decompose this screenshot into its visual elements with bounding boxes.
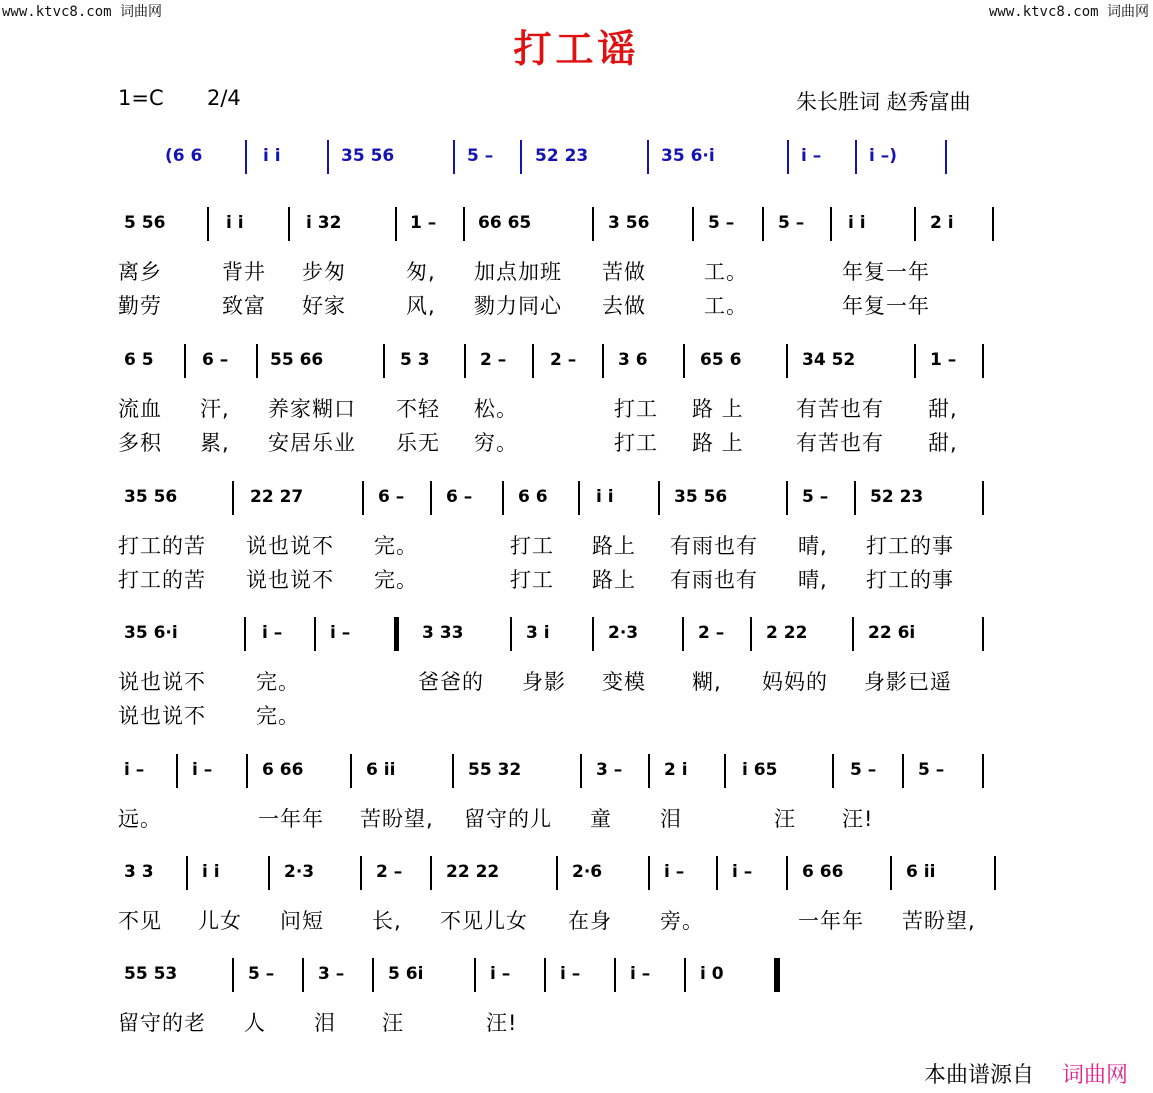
measure: 6 – <box>378 487 405 507</box>
lyric: 完。 <box>374 534 418 558</box>
measure: i 32 <box>306 213 342 233</box>
measure: 3 6 <box>618 350 648 370</box>
lyric-line <box>118 290 998 320</box>
barline <box>184 344 186 378</box>
lyric: 年复一年 <box>842 294 930 318</box>
lyric: 有雨也有 <box>670 534 758 558</box>
lyric: 汪 <box>774 807 796 831</box>
lyric: 汪! <box>486 1011 518 1035</box>
lyric: 汗, <box>200 397 230 421</box>
lyric: 路上 <box>592 568 636 592</box>
measure: i – <box>124 760 145 780</box>
barline <box>914 344 916 378</box>
lyric: 松。 <box>474 397 518 421</box>
measure: 6 66 <box>802 862 844 882</box>
barline <box>268 856 270 890</box>
lyric: 乐无 <box>396 431 440 455</box>
lyric: 打工 <box>510 568 554 592</box>
barline <box>556 856 558 890</box>
lyric: 打工的事 <box>866 534 954 558</box>
barline <box>647 140 649 174</box>
lyric: 路上 <box>592 534 636 558</box>
notation-system-6 <box>118 856 998 890</box>
lyric: 人 <box>244 1011 266 1035</box>
measure: i – <box>490 964 511 984</box>
barline <box>502 481 504 515</box>
barline <box>360 856 362 890</box>
lyric: 流血 <box>118 397 162 421</box>
barline <box>902 754 904 788</box>
lyric: 说也说不 <box>118 704 206 728</box>
barline <box>244 617 246 651</box>
measure: 34 52 <box>802 350 856 370</box>
measure: i – <box>664 862 685 882</box>
barline <box>532 344 534 378</box>
notation-system-2 <box>118 344 998 378</box>
barline <box>314 617 316 651</box>
measure: 5 – <box>708 213 735 233</box>
barline <box>658 481 660 515</box>
lyric: 一年年 <box>258 807 324 831</box>
measure: i 0 <box>700 964 724 984</box>
measure: i – <box>732 862 753 882</box>
measure: 2 i <box>930 213 954 233</box>
lyric: 工。 <box>704 260 748 284</box>
barline <box>762 207 764 241</box>
barline <box>692 207 694 241</box>
intro-measure: 35 56 <box>341 146 395 166</box>
lyric: 苦盼望, <box>360 807 434 831</box>
barline <box>362 481 364 515</box>
barline <box>854 481 856 515</box>
notation-system-5 <box>118 754 998 788</box>
lyric: 妈妈的 <box>762 670 828 694</box>
barline <box>982 344 984 378</box>
lyric: 打工 <box>614 431 658 455</box>
measure: 52 23 <box>870 487 924 507</box>
lyric: 不轻 <box>396 397 440 421</box>
barline <box>327 140 329 174</box>
measure: 65 6 <box>700 350 742 370</box>
barline <box>855 140 857 174</box>
lyric: 一年年 <box>798 909 864 933</box>
lyric: 泪 <box>314 1011 336 1035</box>
barline <box>945 140 947 174</box>
lyric: 有苦也有 <box>796 397 884 421</box>
measure: i i <box>596 487 614 507</box>
lyric: 苦做 <box>602 260 646 284</box>
lyric: 致富 <box>222 294 266 318</box>
measure: 2 22 <box>766 623 808 643</box>
barline <box>982 617 984 651</box>
lyric: 旁。 <box>660 909 704 933</box>
notation-system-3 <box>118 481 998 515</box>
barline <box>395 207 397 241</box>
barline <box>176 754 178 788</box>
barline <box>186 856 188 890</box>
measure: 35 56 <box>124 487 178 507</box>
barline <box>786 344 788 378</box>
barline <box>832 754 834 788</box>
lyric: 问短 <box>280 909 324 933</box>
measure: i i <box>226 213 244 233</box>
lyric: 匆, <box>406 260 436 284</box>
barline <box>786 481 788 515</box>
lyric-line <box>118 700 998 730</box>
measure: 6 ii <box>906 862 936 882</box>
measure: 5 – <box>248 964 275 984</box>
measure: 3 56 <box>608 213 650 233</box>
footer-source-label: 本曲谱源自 <box>924 1063 1035 1088</box>
lyric: 打工的苦 <box>118 568 206 592</box>
barline <box>510 617 512 651</box>
barline <box>614 958 616 992</box>
lyric: 去做 <box>602 294 646 318</box>
measure: 6 – <box>446 487 473 507</box>
measure: 55 32 <box>468 760 522 780</box>
barline <box>474 958 476 992</box>
barline <box>580 754 582 788</box>
measure: 3 i <box>526 623 550 643</box>
barline <box>982 754 984 788</box>
barline <box>602 344 604 378</box>
barline <box>914 207 916 241</box>
lyric: 变模 <box>602 670 646 694</box>
barline <box>648 856 650 890</box>
measure: 35 56 <box>674 487 728 507</box>
measure: i i <box>202 862 220 882</box>
measure: i – <box>262 623 283 643</box>
lyric: 加点加班 <box>474 260 562 284</box>
measure: 5 3 <box>400 350 430 370</box>
lyric: 养家糊口 <box>268 397 356 421</box>
key-signature: 1=C <box>118 86 164 110</box>
measure: 2·3 <box>608 623 639 643</box>
lyric: 安居乐业 <box>268 431 356 455</box>
barline <box>786 856 788 890</box>
measure: 2 – <box>698 623 725 643</box>
watermark-left: www.ktvc8.com 词曲网 <box>2 4 163 20</box>
measure: 66 65 <box>478 213 532 233</box>
measure: 2 – <box>376 862 403 882</box>
lyric: 好家 <box>302 294 346 318</box>
lyric: 糊, <box>692 670 722 694</box>
final-barline <box>774 958 780 992</box>
barline <box>207 207 209 241</box>
measure: i – <box>192 760 213 780</box>
lyric: 年复一年 <box>842 260 930 284</box>
song-title: 打工谣 <box>513 26 640 71</box>
lyric: 打工的苦 <box>118 534 206 558</box>
barline <box>372 958 374 992</box>
barline <box>684 958 686 992</box>
intro-measure: 52 23 <box>535 146 589 166</box>
lyric: 远。 <box>118 807 162 831</box>
lyric: 在身 <box>568 909 612 933</box>
lyric: 勠力同心 <box>474 294 562 318</box>
measure: 2·3 <box>284 862 315 882</box>
measure: 22 22 <box>446 862 500 882</box>
intro-measure: (6 6 <box>165 146 203 166</box>
barline <box>464 344 466 378</box>
lyric: 离乡 <box>118 260 162 284</box>
measure: 6 5 <box>124 350 154 370</box>
lyric: 泪 <box>660 807 682 831</box>
measure: 5 – <box>802 487 829 507</box>
lyric: 说也说不 <box>118 670 206 694</box>
lyric: 完。 <box>256 704 300 728</box>
lyric: 甜, <box>928 397 958 421</box>
barline <box>683 344 685 378</box>
barline <box>452 754 454 788</box>
barline <box>245 140 247 174</box>
measure: 3 3 <box>124 862 154 882</box>
intro-measure: 35 6·i <box>661 146 715 166</box>
lyric: 工。 <box>704 294 748 318</box>
intro-measure: 5 – <box>467 146 494 166</box>
barline <box>890 856 892 890</box>
lyric: 完。 <box>256 670 300 694</box>
measure: 22 27 <box>250 487 304 507</box>
barline <box>520 140 522 174</box>
lyric: 汪! <box>842 807 874 831</box>
measure: 55 66 <box>270 350 324 370</box>
lyric: 爸爸的 <box>418 670 484 694</box>
barline <box>453 140 455 174</box>
measure: 6 6 <box>518 487 548 507</box>
lyric: 完。 <box>374 568 418 592</box>
lyric: 晴, <box>798 534 828 558</box>
measure: 35 6·i <box>124 623 178 643</box>
lyric: 打工的事 <box>866 568 954 592</box>
notation-system-1 <box>118 207 998 241</box>
intro-measure: i – <box>801 146 822 166</box>
lyric: 长, <box>372 909 402 933</box>
measure: i i <box>848 213 866 233</box>
time-signature: 2/4 <box>207 86 241 110</box>
lyric: 身影已遥 <box>864 670 952 694</box>
lyric: 身影 <box>522 670 566 694</box>
lyric: 有雨也有 <box>670 568 758 592</box>
intro-system <box>165 140 955 174</box>
barline <box>430 856 432 890</box>
lyric: 有苦也有 <box>796 431 884 455</box>
measure: i 65 <box>742 760 778 780</box>
measure: 3 – <box>318 964 345 984</box>
lyric: 勤劳 <box>118 294 162 318</box>
lyric: 步匆 <box>302 260 346 284</box>
barline <box>750 617 752 651</box>
lyric-line <box>118 427 998 457</box>
measure: 5 6i <box>388 964 424 984</box>
watermark-right: www.ktvc8.com 词曲网 <box>988 4 1149 20</box>
lyric: 多积 <box>118 431 162 455</box>
barline <box>463 207 465 241</box>
intro-measure: i i <box>263 146 281 166</box>
lyric: 留守的儿 <box>464 807 552 831</box>
barline <box>648 754 650 788</box>
measure: i – <box>560 964 581 984</box>
measure: 22 6i <box>868 623 916 643</box>
measure: 5 – <box>918 760 945 780</box>
lyric: 苦盼望, <box>902 909 976 933</box>
barline <box>724 754 726 788</box>
lyric: 甜, <box>928 431 958 455</box>
credits: 朱长胜词 赵秀富曲 <box>796 90 971 114</box>
barline <box>544 958 546 992</box>
barline <box>852 617 854 651</box>
barline <box>350 754 352 788</box>
barline <box>383 344 385 378</box>
barline <box>430 481 432 515</box>
lyric: 背井 <box>222 260 266 284</box>
lyric: 穷。 <box>474 431 518 455</box>
lyric: 不见 <box>118 909 162 933</box>
lyric-line <box>118 803 998 833</box>
lyric: 汪 <box>382 1011 404 1035</box>
measure: 3 – <box>596 760 623 780</box>
lyric-line <box>118 1007 998 1037</box>
barline <box>302 958 304 992</box>
barline <box>716 856 718 890</box>
barline <box>232 958 234 992</box>
barline <box>232 481 234 515</box>
lyric-line <box>118 564 998 594</box>
notation-system-7 <box>118 958 998 992</box>
barline <box>682 617 684 651</box>
measure: 2 – <box>550 350 577 370</box>
lyric: 童 <box>590 807 612 831</box>
notation-system-4 <box>118 617 998 651</box>
barline <box>992 207 994 241</box>
footer-site-name[interactable]: 词曲网 <box>1062 1063 1129 1088</box>
measure: 55 53 <box>124 964 178 984</box>
barline <box>994 856 996 890</box>
lyric-line <box>118 530 998 560</box>
barline <box>578 481 580 515</box>
lyric-line <box>118 666 998 696</box>
repeat-barline <box>394 617 399 651</box>
lyric: 累, <box>200 431 230 455</box>
measure: 2 i <box>664 760 688 780</box>
barline <box>787 140 789 174</box>
lyric-line <box>118 256 998 286</box>
measure: i – <box>630 964 651 984</box>
barline <box>246 754 248 788</box>
barline <box>592 207 594 241</box>
measure: 2 – <box>480 350 507 370</box>
measure: 2·6 <box>572 862 603 882</box>
intro-measure: i –) <box>869 146 898 166</box>
measure: 6 – <box>202 350 229 370</box>
lyric: 晴, <box>798 568 828 592</box>
lyric: 打工 <box>510 534 554 558</box>
barline <box>830 207 832 241</box>
measure: 1 – <box>410 213 437 233</box>
measure: 6 66 <box>262 760 304 780</box>
lyric: 风, <box>406 294 436 318</box>
lyric: 打工 <box>614 397 658 421</box>
measure: 6 ii <box>366 760 396 780</box>
lyric: 说也说不 <box>246 568 334 592</box>
measure: 1 – <box>930 350 957 370</box>
lyric: 留守的老 <box>118 1011 206 1035</box>
lyric-line <box>118 905 998 935</box>
measure: i – <box>330 623 351 643</box>
barline <box>288 207 290 241</box>
measure: 5 – <box>850 760 877 780</box>
lyric-line <box>118 393 998 423</box>
measure: 5 56 <box>124 213 166 233</box>
barline <box>256 344 258 378</box>
lyric: 儿女 <box>198 909 242 933</box>
lyric: 路 上 <box>692 397 744 421</box>
barline <box>592 617 594 651</box>
measure: 3 33 <box>422 623 464 643</box>
lyric: 说也说不 <box>246 534 334 558</box>
lyric: 不见儿女 <box>440 909 528 933</box>
measure: 5 – <box>778 213 805 233</box>
barline <box>982 481 984 515</box>
lyric: 路 上 <box>692 431 744 455</box>
